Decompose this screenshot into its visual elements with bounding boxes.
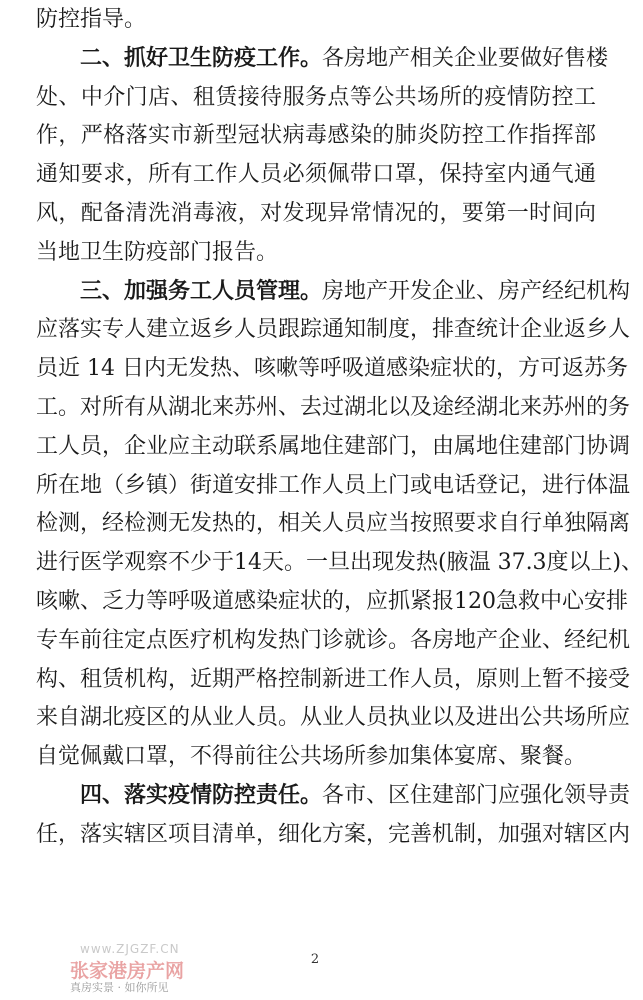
paragraph-line: 工人员，企业应主动联系属地住建部门，由属地住建部门协调: [36, 434, 631, 459]
paragraph-line: 防控指导。: [36, 7, 147, 32]
watermark-brand: 张家港房产网: [70, 960, 185, 982]
paragraph-line: 员近 14 日内无发热、咳嗽等呼吸道感染症状的，方可返苏务: [36, 356, 628, 381]
section-heading-line: [80, 278, 631, 308]
section-heading: 二、抓好卫生防疫工作。: [80, 46, 323, 71]
section-heading-line: [80, 782, 631, 812]
section-heading-line: [80, 45, 609, 75]
paragraph-line: 通知要求，所有工作人员必须佩带口罩，保持室内通气通: [36, 162, 596, 187]
section-text: 各房地产相关企业要做好售楼: [322, 46, 609, 71]
section-text: 各市、区住建部门应强化领导责: [322, 783, 631, 808]
paragraph-line: 处、中介门店、租赁接待服务点等公共场所的疫情防控工: [36, 85, 596, 110]
paragraph-line: 专车前往定点医疗机构发热门诊就诊。各房地产企业、经纪机: [36, 628, 631, 653]
paragraph-line: 作，严格落实市新型冠状病毒感染的肺炎防控工作指挥部: [36, 123, 596, 148]
watermark-url: www.ZJGZF.CN: [80, 942, 180, 956]
paragraph-line: 工。对所有从湖北来苏州、去过湖北以及途经湖北来苏州的务: [36, 395, 631, 420]
site-watermark: [70, 942, 220, 992]
section-heading: 四、落实疫情防控责任。: [80, 783, 323, 808]
paragraph-line: 来自湖北疫区的从业人员。从业人员执业以及进出公共场所应: [36, 705, 631, 730]
section-heading: 三、加强务工人员管理。: [80, 279, 323, 304]
paragraph-line: 咳嗽、乏力等呼吸道感染症状的，应抓紧报120急救中心安排: [36, 589, 628, 614]
paragraph-line: 当地卫生防疫部门报告。: [36, 240, 279, 265]
page-number: 2: [310, 952, 320, 967]
paragraph-line: 所在地（乡镇）街道安排工作人员上门或电话登记，进行体温: [36, 473, 631, 498]
paragraph-line: 任，落实辖区项目清单，细化方案，完善机制，加强对辖区内: [36, 822, 631, 847]
paragraph-line: 应落实专人建立返乡人员跟踪通知制度，排查统计企业返乡人: [36, 317, 631, 342]
section-text: 房地产开发企业、房产经纪机构: [322, 279, 631, 304]
paragraph-line: 进行医学观察不少于14天。一旦出现发热(腋温 37.3度以上)、: [36, 550, 643, 575]
paragraph-line: 构、租赁机构，近期严格控制新进工作人员，原则上暂不接受: [36, 667, 631, 692]
watermark-slogan: 真房实景 · 如你所见: [70, 981, 169, 994]
paragraph-line: 检测，经检测无发热的，相关人员应当按照要求自行单独隔离: [36, 511, 631, 536]
paragraph-line: 风，配备清洗消毒液，对发现异常情况的，要第一时间向: [36, 201, 596, 226]
paragraph-line: 自觉佩戴口罩，不得前往公共场所参加集体宴席、聚餐。: [36, 744, 587, 769]
